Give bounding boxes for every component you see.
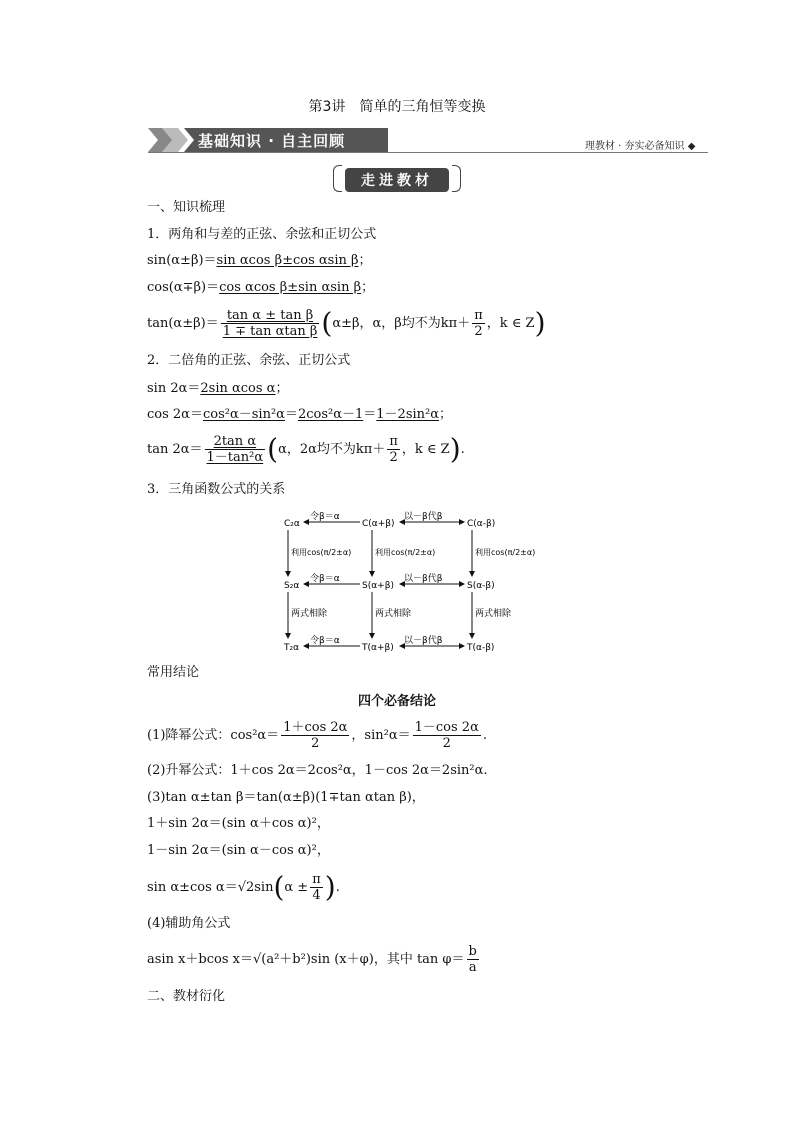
heading-textbook: 二、教材衍化 (147, 989, 226, 1004)
label-let-2: 令β＝α (310, 574, 340, 584)
node-tab: T(α+β) (362, 643, 394, 653)
conclusion-3b: 1＋sin 2α＝(sin α＋cos α)²， (147, 816, 330, 831)
node-smab: S(α-β) (467, 581, 495, 591)
conclusion-4-formula: asin x＋bcos x＝√(a²＋b²)sin (x＋φ)，其中 tan φ＝ $\frac{b}{a}$ (147, 944, 477, 975)
conclusion-2: (2)升幂公式：1＋cos 2α＝2cos²α，1－cos 2α＝2sin²α. (147, 763, 488, 778)
formula-relation-diagram (282, 508, 552, 658)
formula-tan-sum: tan(α±β)＝ $\frac{\text{tan α ± tan β}}{\text{1 ∓ tan αtan β}}$ (α±β，α，β均不为kπ＋ $\frac{\pi}{2}$ ，k ∈ Z) (147, 306, 546, 340)
banner-tagline: 理教材 · 夯实必备知识 ◆ (585, 141, 696, 152)
item-1: 1．两角和与差的正弦、余弦和正切公式 (147, 227, 377, 242)
conclusion-3a: (3)tan α±tan β＝tan(α±β)(1∓tan αtan β)， (147, 790, 425, 805)
label-use-3: 利用cos(π/2±α) (475, 548, 536, 557)
tan-sum-fraction: $\frac{\text{tan α ± tan β}}{\text{1 ∓ tan αtan β}}$ (222, 308, 318, 339)
label-let-3: 令β＝α (310, 636, 340, 646)
heading-common: 常用结论 (147, 665, 200, 680)
formula-cos-double: cos 2α＝cos²α－sin²α＝2cos²α－1＝1－2sin²α； (147, 407, 453, 422)
item-3: 3．三角函数公式的关系 (147, 482, 286, 497)
page-title: 第3讲 简单的三角恒等变换 (308, 99, 486, 115)
node-sab: S(α+β) (362, 581, 394, 591)
formula-sin-double: sin 2α＝2sin αcos α； (147, 381, 289, 396)
formula-tan-double: tan 2α＝ $\frac{\text{2tan α}}{\text{1－tan²α}}$ (α，2α均不为kπ＋ $\frac{\pi}{2}$ ，k ∈ Z). (147, 432, 465, 466)
heading-knowledge: 一、知识梳理 (147, 200, 226, 215)
label-let-1: 令β＝α (310, 512, 340, 522)
label-div-2: 两式相除 (375, 609, 412, 619)
label-use-1: 利用cos(π/2±α) (291, 548, 352, 557)
node-tmab: T(α-β) (467, 643, 495, 653)
node-cab: C(α+β) (362, 519, 395, 529)
conclusion-1: (1)降幂公式：cos²α＝ $\frac{1+\cos 2\alpha}{2}$ ，sin²α＝ $\frac{1-\cos 2\alpha}{2}$ . (147, 720, 487, 751)
section-pill: 走进教材 (345, 168, 449, 192)
conclusion-3d: sin α±cos α＝√2sin(α ± $\frac{\pi}{4}$ ). (147, 870, 340, 904)
node-s2a: S₂α (284, 581, 300, 591)
label-div-3: 两式相除 (475, 609, 512, 619)
label-sub-3: 以－β代β (404, 636, 443, 646)
formula-sin-sum: sin(α±β)＝sin αcos β±cos αsin β； (147, 253, 372, 268)
node-t2a: T₂α (284, 643, 300, 653)
heading-four-conclusions: 四个必备结论 (357, 694, 436, 709)
formula-cos-sum: cos(α∓β)＝cos αcos β±sin αsin β； (147, 280, 375, 295)
label-use-2: 利用cos(π/2±α) (375, 548, 436, 557)
label-div-1: 两式相除 (291, 609, 328, 619)
banner-text: 基础知识 · 自主回顾 (198, 132, 346, 150)
section-label (0, 168, 794, 192)
conclusion-4: (4)辅助角公式 (147, 916, 231, 931)
section-banner (148, 126, 393, 154)
label-sub-1: 以－β代β (404, 512, 443, 522)
item-2: 2．二倍角的正弦、余弦、正切公式 (147, 353, 351, 368)
label-sub-2: 以－β代β (404, 574, 443, 584)
banner-rule (148, 152, 708, 153)
conclusion-3c: 1－sin 2α＝(sin α－cos α)²， (147, 843, 330, 858)
node-c2a: C₂α (284, 519, 300, 529)
node-cmab: C(α-β) (467, 519, 496, 529)
